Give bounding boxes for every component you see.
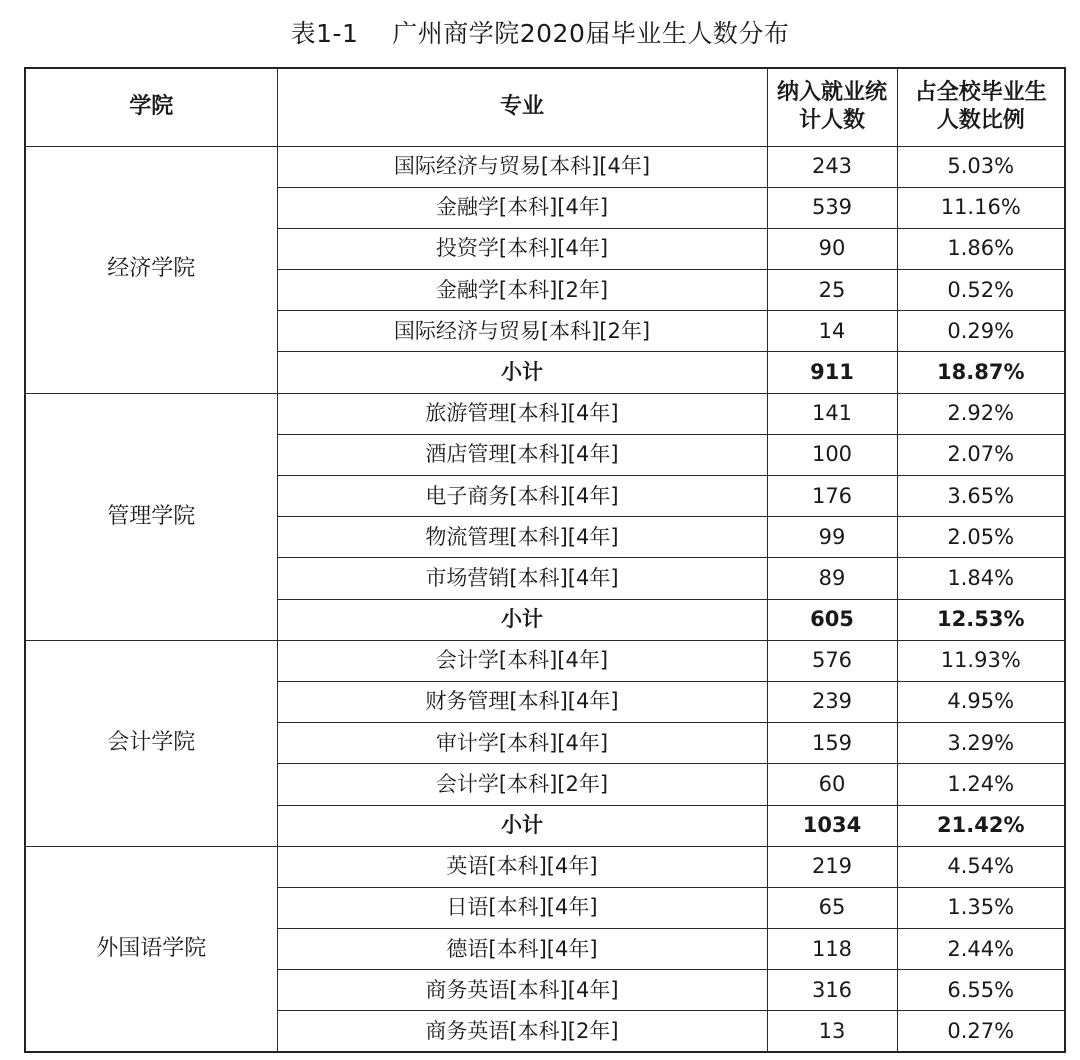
ratio-cell: 2.05% xyxy=(897,517,1065,558)
ratio-cell: 0.52% xyxy=(897,270,1065,311)
table-row xyxy=(25,846,1065,887)
count-cell: 239 xyxy=(767,681,897,722)
subtotal-count: 605 xyxy=(767,599,897,640)
subtotal-label: 小计 xyxy=(277,599,767,640)
major-cell: 会计学[本科][2年] xyxy=(277,764,767,805)
count-cell: 176 xyxy=(767,476,897,517)
count-cell: 90 xyxy=(767,228,897,269)
header-college: 学院 xyxy=(25,68,277,146)
ratio-cell: 1.84% xyxy=(897,558,1065,599)
header-ratio xyxy=(897,68,1065,146)
count-cell: 316 xyxy=(767,970,897,1011)
subtotal-label: 小计 xyxy=(277,352,767,393)
major-cell: 市场营销[本科][4年] xyxy=(277,558,767,599)
major-cell: 投资学[本科][4年] xyxy=(277,228,767,269)
ratio-cell: 1.35% xyxy=(897,887,1065,928)
college-cell: 会计学院 xyxy=(25,640,277,846)
ratio-cell: 2.44% xyxy=(897,929,1065,970)
table-row xyxy=(25,393,1065,434)
major-cell: 国际经济与贸易[本科][2年] xyxy=(277,311,767,352)
table-row xyxy=(25,146,1065,187)
ratio-cell: 1.24% xyxy=(897,764,1065,805)
subtotal-label: 小计 xyxy=(277,805,767,846)
major-cell: 日语[本科][4年] xyxy=(277,887,767,928)
ratio-cell: 0.27% xyxy=(897,1011,1065,1052)
table-row xyxy=(25,640,1065,681)
major-cell: 酒店管理[本科][4年] xyxy=(277,434,767,475)
header-count-line1: 纳入就业统 xyxy=(776,79,887,105)
ratio-cell: 6.55% xyxy=(897,970,1065,1011)
subtotal-count: 1034 xyxy=(767,805,897,846)
count-cell: 243 xyxy=(767,146,897,187)
header-ratio-line2: 人数比例 xyxy=(936,108,1025,134)
graduate-distribution-table xyxy=(24,67,1066,1053)
count-cell: 25 xyxy=(767,270,897,311)
count-cell: 159 xyxy=(767,723,897,764)
major-cell: 审计学[本科][4年] xyxy=(277,723,767,764)
college-cell: 外国语学院 xyxy=(25,846,277,1052)
count-cell: 60 xyxy=(767,764,897,805)
major-cell: 德语[本科][4年] xyxy=(277,929,767,970)
major-cell: 商务英语[本科][4年] xyxy=(277,970,767,1011)
count-cell: 100 xyxy=(767,434,897,475)
count-cell: 576 xyxy=(767,640,897,681)
count-cell: 539 xyxy=(767,187,897,228)
count-cell: 65 xyxy=(767,887,897,928)
ratio-cell: 0.29% xyxy=(897,311,1065,352)
major-cell: 财务管理[本科][4年] xyxy=(277,681,767,722)
count-cell: 14 xyxy=(767,311,897,352)
major-cell: 会计学[本科][4年] xyxy=(277,640,767,681)
ratio-cell: 3.29% xyxy=(897,723,1065,764)
ratio-cell: 11.93% xyxy=(897,640,1065,681)
subtotal-ratio: 21.42% xyxy=(897,805,1065,846)
count-cell: 99 xyxy=(767,517,897,558)
count-cell: 118 xyxy=(767,929,897,970)
header-row xyxy=(25,68,1065,146)
ratio-cell: 2.92% xyxy=(897,393,1065,434)
major-cell: 金融学[本科][4年] xyxy=(277,187,767,228)
count-cell: 141 xyxy=(767,393,897,434)
header-count-line2: 计人数 xyxy=(798,108,865,134)
count-cell: 13 xyxy=(767,1011,897,1052)
major-cell: 商务英语[本科][2年] xyxy=(277,1011,767,1052)
header-ratio-line1: 占全校毕业生 xyxy=(914,79,1047,105)
ratio-cell: 11.16% xyxy=(897,187,1065,228)
ratio-cell: 2.07% xyxy=(897,434,1065,475)
major-cell: 物流管理[本科][4年] xyxy=(277,517,767,558)
ratio-cell: 4.95% xyxy=(897,681,1065,722)
ratio-cell: 4.54% xyxy=(897,846,1065,887)
major-cell: 英语[本科][4年] xyxy=(277,846,767,887)
table-caption: 表1-1 广州商学院2020届毕业生人数分布 xyxy=(290,19,790,48)
college-cell: 经济学院 xyxy=(25,146,277,393)
college-cell: 管理学院 xyxy=(25,393,277,640)
ratio-cell: 3.65% xyxy=(897,476,1065,517)
subtotal-count: 911 xyxy=(767,352,897,393)
ratio-cell: 1.86% xyxy=(897,228,1065,269)
major-cell: 电子商务[本科][4年] xyxy=(277,476,767,517)
header-major: 专业 xyxy=(277,68,767,146)
subtotal-ratio: 18.87% xyxy=(897,352,1065,393)
major-cell: 旅游管理[本科][4年] xyxy=(277,393,767,434)
subtotal-ratio: 12.53% xyxy=(897,599,1065,640)
ratio-cell: 5.03% xyxy=(897,146,1065,187)
header-count xyxy=(767,68,897,146)
major-cell: 金融学[本科][2年] xyxy=(277,270,767,311)
table-body xyxy=(25,146,1065,1052)
major-cell: 国际经济与贸易[本科][4年] xyxy=(277,146,767,187)
count-cell: 219 xyxy=(767,846,897,887)
count-cell: 89 xyxy=(767,558,897,599)
